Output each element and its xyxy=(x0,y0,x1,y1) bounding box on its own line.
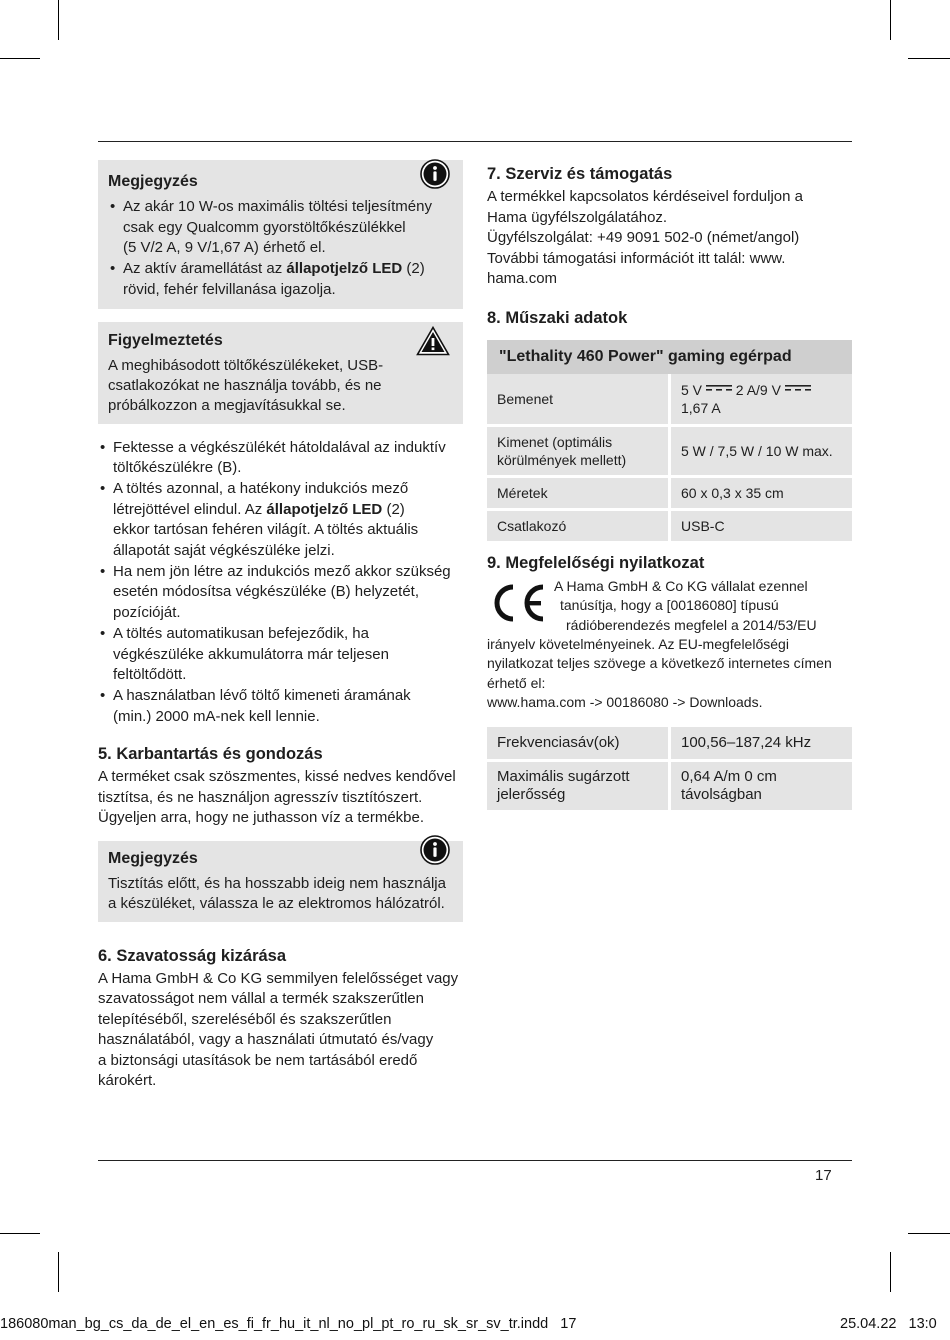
date-slug: 25.04.22 13:0 xyxy=(840,1316,937,1332)
right-column xyxy=(487,164,852,813)
page-number: 17 xyxy=(815,1167,832,1184)
table-cell: Bemenet xyxy=(487,374,668,424)
ce-block xyxy=(487,577,852,635)
list-item: • Az akár 10 W-os maximális töltési teljesítmény csak egy Qualcomm gyorstöltőkészülékkel (5 V/2 A, 9 V/1,67 A) érhető el. xyxy=(108,197,453,259)
table-cell: Frekvenciasáv(ok) xyxy=(487,727,668,759)
warning-title: Figyelmeztetés xyxy=(108,331,223,349)
table-cell: 100,56–187,24 kHz xyxy=(668,727,852,759)
list-item: • A töltés automatikusan befejeződik, ha végkészüléke akkumulátorra már teljesen feltöltődött. xyxy=(98,624,463,686)
file-slug: 186080man_bg_cs_da_de_el_en_es_fi_fr_hu_it_nl_no_pl_pt_ro_ru_sk_sr_sv_tr.indd 17 xyxy=(0,1316,577,1332)
table-cell: Csatlakozó xyxy=(487,511,668,541)
section-heading: 9. Megfelelőségi nyilatkozat xyxy=(487,553,705,572)
info-icon xyxy=(420,159,450,194)
list-item: • Ha nem jön létre az indukciós mező akkor szükség esetén módosítsa végkészüléke (B) helyzetét, pozícióját. xyxy=(98,562,463,624)
section-text: irányelv követelményeinek. Az EU-megfelelőségi nyilatkozat teljes szövege a következő internetes címen érhető el: www.hama.com -> 00186080 -> Downloads. xyxy=(487,635,832,710)
warning-icon xyxy=(416,326,450,361)
table-row xyxy=(487,762,852,810)
crop-mark xyxy=(0,58,40,59)
note-box xyxy=(98,160,463,309)
instruction-list xyxy=(98,438,463,728)
note-text: Tisztítás előtt, és ha hosszabb ideig nem használja a készüléket, válassza le az elektromos hálózatról. xyxy=(108,874,446,912)
crop-mark xyxy=(58,0,59,40)
radio-table xyxy=(487,724,852,813)
table-row xyxy=(487,511,852,541)
note-list xyxy=(108,197,453,301)
list-item: • A használatban lévő töltő kimeneti áramának (min.) 2000 mA-nek kell lennie. xyxy=(98,686,463,727)
list-item: • A töltés azonnal, a hatékony indukciós mező létrejöttével elindul. Az állapotjelző LED (2) ekkor tartósan fehéren világít. A töltés aktuális állapotát saját végkészüléke jelzi. xyxy=(98,479,463,562)
crop-mark xyxy=(890,0,891,40)
table-row xyxy=(487,374,852,424)
header-rule xyxy=(98,141,852,142)
table-row xyxy=(487,478,852,508)
section-text: A terméket csak szöszmentes, kissé nedves kendővel tisztítsa, és ne használjon agresszív tisztítószert. Ügyeljen arra, hogy ne juthasson víz a termékbe. xyxy=(98,768,456,827)
table-cell: Méretek xyxy=(487,478,668,508)
spec-table-title: "Lethality 460 Power" gaming egérpad xyxy=(487,340,852,374)
footer-rule xyxy=(98,1160,852,1161)
list-item: • Fektesse a végkészülékét hátoldalával az induktív töltőkészülékre (B). xyxy=(98,438,463,479)
ce-text: A Hama GmbH & Co KG vállalat ezennel tanúsítja, hogy a [00186080] típusú rádióberendezés megfelel a 2014/53/EU xyxy=(554,577,817,633)
table-cell: 5 V 2 A/9 V 1,67 A xyxy=(668,374,852,424)
dc-symbol-icon xyxy=(785,385,811,391)
note-title: Megjegyzés xyxy=(108,173,198,190)
warning-text: A meghibásodott töltőkészülékeket, USB- csatlakozókat ne használja tovább, és ne próbálkozzon a megjavításukkal se. xyxy=(108,356,384,414)
table-cell: USB-C xyxy=(668,511,852,541)
dc-symbol-icon xyxy=(706,385,732,391)
table-row xyxy=(487,427,852,475)
info-icon xyxy=(420,835,450,870)
table-cell: 60 x 0,3 x 35 cm xyxy=(668,478,852,508)
list-item: • Az aktív áramellátást az állapotjelző LED (2) rövid, fehér felvillanása igazolja. xyxy=(108,259,453,300)
table-cell: Maximális sugárzott jelerősség xyxy=(487,762,668,810)
crop-mark xyxy=(58,1252,59,1292)
crop-mark xyxy=(908,1233,950,1234)
crop-mark xyxy=(908,58,950,59)
table-cell: 0,64 A/m 0 cm távolságban xyxy=(668,762,852,810)
note-title: Megjegyzés xyxy=(108,849,198,867)
warning-box xyxy=(98,322,463,424)
section-text: A termékkel kapcsolatos kérdéseivel forduljon a Hama ügyfélszolgálatához. Ügyfélszolgálat: +49 9091 502-0 (német/angol) További támogatási információt itt talál: www. hama.com xyxy=(487,188,803,287)
crop-mark xyxy=(0,1233,40,1234)
section-heading: 7. Szerviz és támogatás xyxy=(487,165,673,183)
table-row xyxy=(487,727,852,759)
ce-mark-icon xyxy=(487,583,547,628)
left-column xyxy=(98,160,463,1092)
table-cell: 5 W / 7,5 W / 10 W max. xyxy=(668,427,852,475)
section-heading: 5. Karbantartás és gondozás xyxy=(98,745,323,764)
section-heading: 8. Műszaki adatok xyxy=(487,308,628,327)
note-box xyxy=(98,841,463,922)
spec-table xyxy=(487,371,852,544)
table-cell: Kimenet (optimális körülmények mellett) xyxy=(487,427,668,475)
crop-mark xyxy=(890,1252,891,1292)
section-text: A Hama GmbH & Co KG semmilyen felelősséget vagy szavatosságot nem vállal a termék szakszerűtlen telepítéséből, szereléséből és szakszerűtlen használatából, vagy a használati útmutató és/vagy a biztonsági utasítások be nem tartásából eredő károkért. xyxy=(98,969,459,1090)
section-heading: 6. Szavatosság kizárása xyxy=(98,946,287,965)
